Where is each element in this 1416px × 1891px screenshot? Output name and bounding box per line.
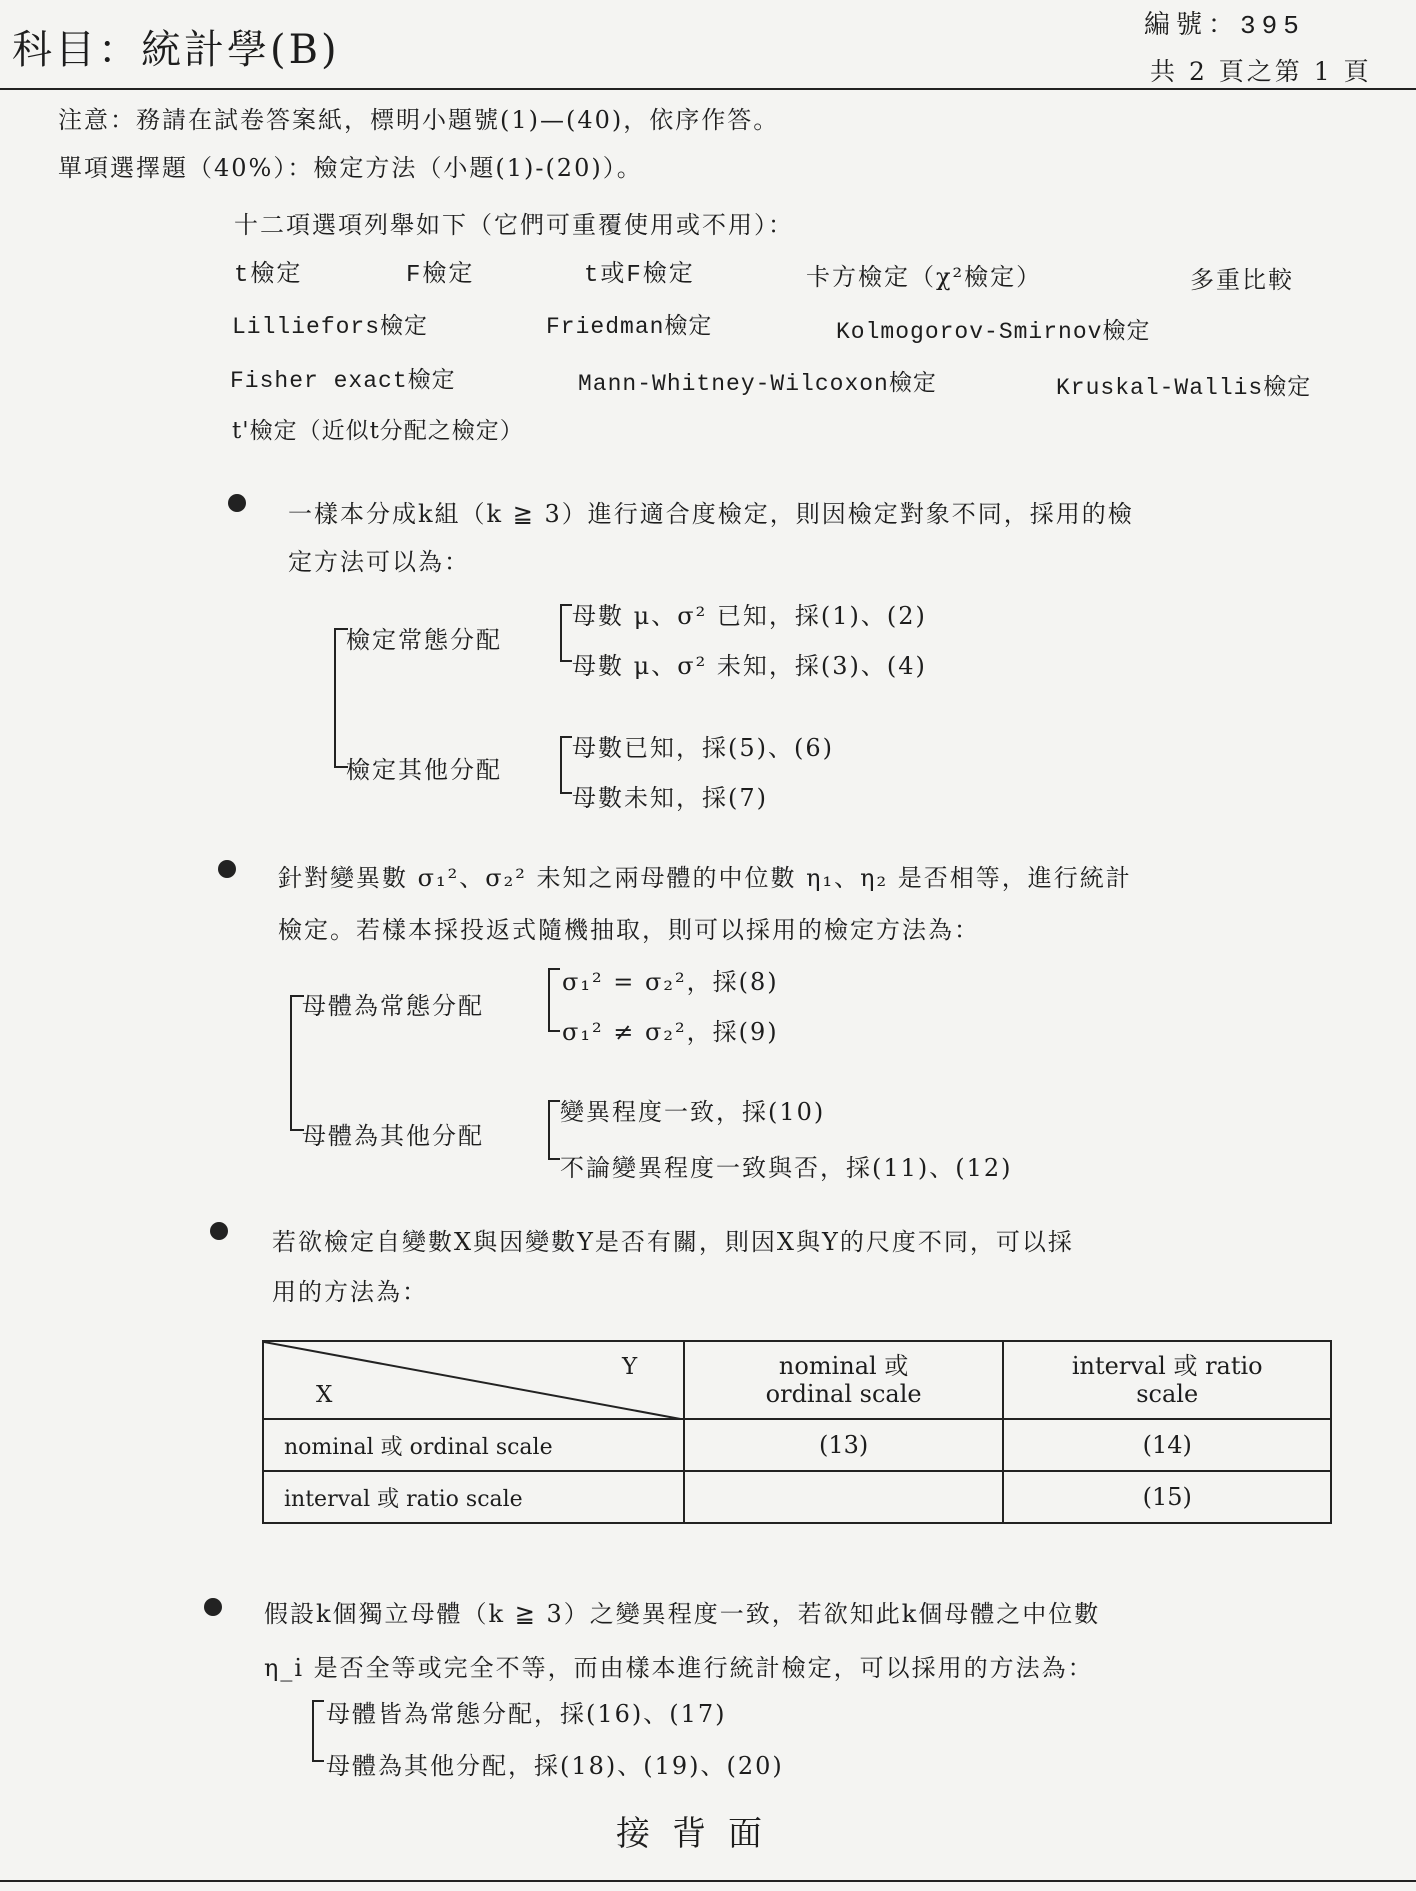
scale-table — [262, 1340, 1332, 1524]
q2-branch-a2: σ₁² ≠ σ₂²，採(9) — [562, 1018, 779, 1046]
q3-line2: 用的方法為： — [272, 1278, 428, 1306]
q1-branch-a1: 母數 μ、σ² 已知，採(1)、(2) — [572, 602, 927, 630]
corner-y-label: Y — [622, 1354, 638, 1380]
table-col-header: interval 或 ratio scale — [1003, 1341, 1331, 1419]
q1-line1: 一樣本分成k組（k ≧ 3）進行適合度檢定，則因檢定對象不同，採用的檢 — [288, 500, 1134, 528]
option-item: Kruskal-Wallis檢定 — [1056, 375, 1312, 401]
page-info: 共 2 頁之第 1 頁 — [1150, 57, 1372, 86]
option-item: t或F檢定 — [584, 262, 695, 289]
table-cell: (13) — [684, 1419, 1004, 1471]
option-item: 多重比較 — [1190, 266, 1294, 294]
option-item: F檢定 — [406, 262, 475, 289]
bullet-icon — [228, 494, 246, 512]
bullet-icon — [210, 1222, 228, 1240]
q1-line2: 定方法可以為： — [288, 548, 470, 576]
q3-line1: 若欲檢定自變數X與因變數Y是否有關，則因X與Y的尺度不同，可以採 — [272, 1228, 1074, 1256]
option-item: t檢定 — [234, 262, 303, 289]
q1-branch-a: 檢定常態分配 — [346, 626, 502, 654]
q4-line2: η_i 是否全等或完全不等，而由樣本進行統計檢定，可以採用的方法為： — [264, 1654, 1094, 1682]
footer-turn-over: 接背面 — [616, 1814, 784, 1854]
option-item: Friedman檢定 — [546, 314, 713, 340]
q2-branch-b2: 不論變異程度一致與否，採(11)、(12) — [560, 1154, 1013, 1182]
option-item: 卡方檢定（χ²檢定） — [806, 263, 1043, 291]
bullet-icon — [204, 1598, 222, 1616]
q2-branch-b: 母體為其他分配 — [302, 1122, 484, 1150]
q1-branch-b1: 母數已知，採(5)、(6) — [572, 734, 834, 762]
option-item: Fisher exact檢定 — [230, 368, 456, 394]
q4-branch-a: 母體皆為常態分配，採(16)、(17) — [326, 1700, 727, 1728]
q2-line2: 檢定。若樣本採投返式隨機抽取，則可以採用的檢定方法為： — [278, 916, 980, 944]
options-intro: 十二項選項列舉如下（它們可重覆使用或不用）： — [234, 211, 794, 239]
table-corner-cell — [263, 1341, 684, 1419]
q4-brace — [312, 1700, 324, 1762]
q2-branch-a1: σ₁² = σ₂²，採(8) — [562, 968, 779, 996]
exam-code: 編號：395 — [1144, 11, 1305, 41]
option-item: Lilliefors檢定 — [232, 314, 429, 340]
table-row-header: interval 或 ratio scale — [263, 1471, 684, 1523]
q1-branch-a2: 母數 μ、σ² 未知，採(3)、(4) — [572, 652, 927, 680]
q1-branch-b2: 母數未知，採(7) — [572, 784, 768, 812]
q2-branch-a: 母體為常態分配 — [302, 992, 484, 1020]
q2-brace-a — [548, 968, 560, 1032]
q2-line1: 針對變異數 σ₁²、σ₂² 未知之兩母體的中位數 η₁、η₂ 是否相等，進行統計 — [278, 864, 1132, 892]
table-cell: (14) — [1003, 1419, 1331, 1471]
q4-branch-b: 母體為其他分配，採(18)、(19)、(20) — [326, 1752, 784, 1780]
q2-branch-b1: 變異程度一致，採(10) — [560, 1098, 826, 1126]
table-col-header: nominal 或 ordinal scale — [684, 1341, 1004, 1419]
q4-line1: 假設k個獨立母體（k ≧ 3）之變異程度一致，若欲知此k個母體之中位數 — [264, 1600, 1101, 1628]
table-cell — [684, 1471, 1004, 1523]
corner-x-label: X — [316, 1382, 333, 1408]
q1-brace-a — [560, 604, 572, 662]
table-row-header: nominal 或 ordinal scale — [263, 1419, 684, 1471]
option-item: Kolmogorov-Smirnov檢定 — [836, 319, 1151, 345]
option-item: Mann-Whitney-Wilcoxon檢定 — [578, 371, 937, 397]
header-rule — [0, 88, 1416, 90]
notice: 注意：務請在試卷答案紙，標明小題號(1)—(40)，依序作答。 — [58, 106, 780, 134]
subject-title: 科目：統計學(B) — [12, 27, 340, 73]
table-cell: (15) — [1003, 1471, 1331, 1523]
option-item: t'檢定（近似t分配之檢定） — [232, 418, 524, 444]
bullet-icon — [218, 860, 236, 878]
section-title: 單項選擇題（40%）：檢定方法（小題(1)-(20)）。 — [58, 154, 643, 182]
q2-brace-b — [548, 1100, 560, 1160]
footer-rule — [0, 1880, 1416, 1882]
q1-brace-b — [560, 736, 572, 794]
q1-branch-b: 檢定其他分配 — [346, 756, 502, 784]
